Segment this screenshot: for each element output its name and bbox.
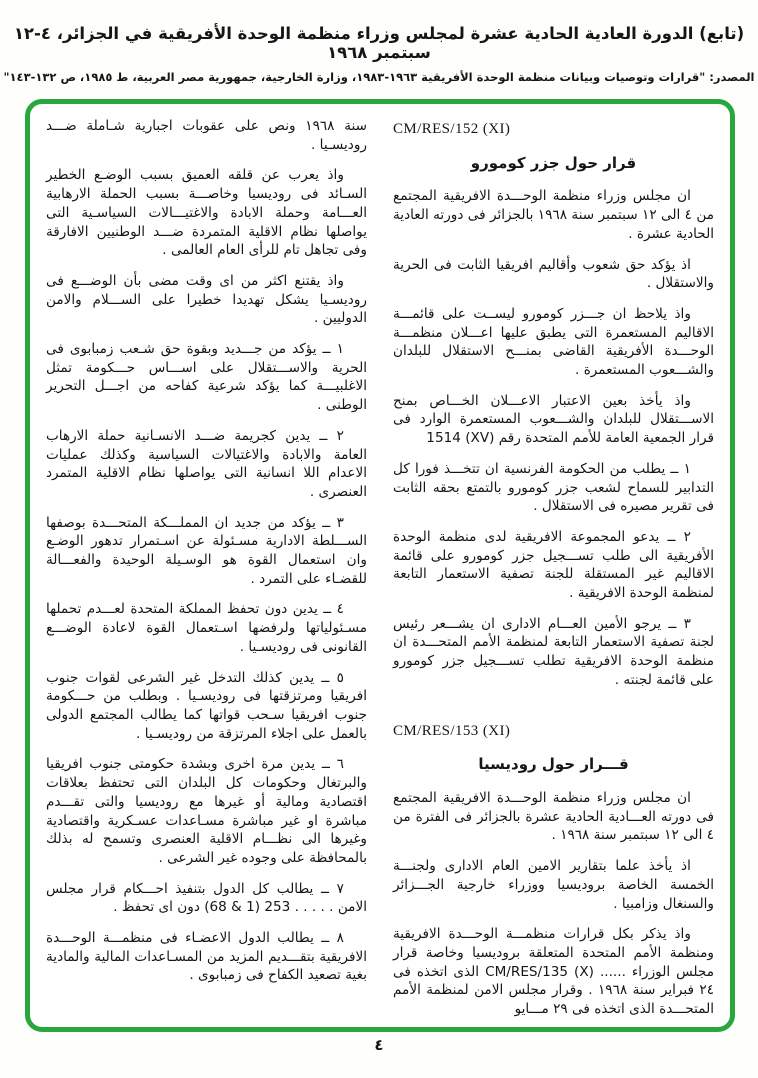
resolution-ref-152: CM/RES/152 (XI) (393, 121, 511, 137)
resolution-ref-153: CM/RES/153 (XI) (393, 722, 511, 739)
resolution-title-rhodesia: قـــرار حول روديسيا (478, 755, 629, 774)
green-border-box (25, 99, 735, 1032)
paragraph-item-8: ٨ ــ يطالب الدول الاعضـاء فى منظمـــة الوحـــدة الافريقية بتقـــديم المزيد من المسـاعدات المالية والمادية بغية تصعيد الكفاح فى زمبابوى . (46, 930, 367, 984)
column-right (393, 117, 714, 1031)
resolution-title-comoros: قرار حول جزر كومورو (470, 153, 637, 172)
paragraph: اذ يؤكد حق شعوب وأقاليم افريقيا الثابت فى الحرية والاستقلال . (393, 256, 714, 292)
page-header (0, 0, 758, 84)
column-left (46, 117, 367, 1031)
paragraph: واذ يقتنع اكثر من اى وقت مضى بأن الوضـــع فى روديسـيا يشكل تهديدا خطيرا على الســـلام والامن الدوليين . (46, 272, 367, 327)
paragraph-item-2: ٢ ــ يدين كجريمة ضـــد الانسـانية حملة الارهاب العامة والابادة والاغتيالات السياسية وكذلك عمليات الاعدام اللا انسانية التى يواصلها نظام الاقلية المتمرد العنصرى . (46, 427, 367, 500)
paragraph-item-3: ٣ ــ يؤكد من جديد ان المملـــكة المتحـــدة بوصفها الســـلطة الادارية مسـئولة عن اسـتمرار تدهور الوضـع وان استعمال القوة هو الوسـيلة الوحيدة والفعـــالة للقضـاء على التمرد . (46, 514, 367, 587)
paragraph-item-1: ١ ــ يؤكد من جـــديد وبقوة حق شـعب زمبابوى فى الحرية والاســـتقلال على اســـاس حـــكومة تمثل الاغلبيـــة كما يؤكد شرعية كفاحه من اجـــل التحرير الوطنى . (46, 341, 367, 414)
header-source-line: المصدر: "قرارات وتوصيات وبيانات منظمة الوحدة الأفريقية ١٩٦٣-١٩٨٣، وزارة الخارجية، جمهورية مصر العربية، ط ١٩٨٥، ص ١٣٢-١٤٣" (3, 70, 755, 84)
paragraph-item-4: ٤ ــ يدين دون تحفظ المملكة المتحدة لعـــدم تحملها مسـئولياتها ولرفضها اسـتعمال القوة لاعادة الوضـــع القانونى فى روديسـيا . (46, 601, 367, 655)
two-column-layout (30, 104, 730, 1032)
page-number: ٤ (374, 1036, 384, 1054)
paragraph: اذ يأخذ علما بتقارير الامين العام الادارى ولجنـــة الخمسة الخاصة بروديسيا ووزراء خارجية الجـــزائر والسنغال وزامبيا . (393, 858, 714, 912)
paragraph-item-3: ٣ ــ يرجو الأمين العـــام الادارى ان يشـــعر رئيس لجنة تصفية الاستعمار التابعة لمنظمة الأمم المتحـــدة ان منظمة الوحدة الافريقية تطلب تســـجيل جزر كومورو على قائمة لجنته . (393, 615, 714, 688)
paragraph: ان مجلس وزراء منظمة الوحـــدة الافريقية المجتمع من ٤ الى ١٢ سبتمبر سنة ١٩٦٨ بالجزائر فى دورته العادية الحادية عشرة . (393, 188, 715, 242)
paragraph-continuation: سنة ١٩٦٨ ونص على عقوبات اجبارية شـاملة ضـــد روديسـيا . (46, 118, 368, 153)
header-session-title: (تابع) الدورة العادية الحادية عشرة لمجلس وزراء منظمة الوحدة الأفريقية في الجزائر، ٤-١٢ سبتمبر ١٩٦٨ (13, 24, 745, 62)
paragraph: ان مجلس وزراء منظمة الوحـــدة الافريقية المجتمع فى دورته العـــادية الحادية عشرة بالجزائر فى الفترة من ٤ الى ١٢ سبتمبر سنة ١٩٦٨ . (393, 789, 714, 844)
paragraph: واذ يلاحظ ان جـــزر كومورو ليســت على قائمـــة الاقاليم المستعمرة التى يطبق عليها اعـــلان منظمـــة الوحـــدة الأفريقية القاضى بمنـــح الاستقلال للبلدان والشـــعوب المستعمرة . (393, 305, 714, 379)
paragraph: واذ يذكر بكل قرارات منظمـــة الوحـــدة الافريقية ومنظمة الأمم المتحدة المتعلقة بروديسيا وخاصة قرار مجلس الوزراء ...... CM/RES/135 (X) الذى اتخذه فى ٢٤ فبراير سنة ١٩٦٨ . وقرار مجلس الامن لمنظمة الأمم المتحـــدة الذى اتخذه فى ٢٩ مـــايو (393, 926, 714, 1018)
paragraph-item-6: ٦ ــ يدين مرة اخرى وبشدة حكومتى جنوب افريقيا والبرتغال وحكومات كل البلدان التى تحتفظ بعلاقات اقتصادية ومالية أو غيرها مع روديسيا والتى تقـــدم مباشرة او غير مباشرة مسـاعدات عسـكرية واقتصادية وغيرها الى نظـــام الاقلية العنصرى وتسمح له بذلك بالمحافظة على وجوده غير الشرعى . (46, 756, 367, 866)
paragraph-item-1: ١ ــ يطلب من الحكومة الفرنسية ان تتخـــذ فورا كل التدابير للسماح لشعب جزر كومورو بالتمتع بحقه الثابت فى تقرير مصيره فى الاستقلال . (393, 460, 714, 515)
paragraph-item-7: ٧ ــ يطالب كل الدول بتنفيذ احـــكام قرار مجلس الامن . . . . . 253 (1 & 68) دون اى تحفظ . (46, 880, 367, 916)
paragraph-item-5: ٥ ــ يدين كذلك التدخل غير الشرعى لقوات جنوب افريقيا ومرتزقتها فى روديسـيا . وبطلب من حـــكومة جنوب افريقيا سـحب قواتها كما يطالب المجتمع الدولى بالعمل على اجلاء المرتزقة من روديسـيا . (46, 669, 367, 742)
paragraph-item-2: ٢ ــ يدعو المجموعة الافريقية لدى منظمة الوحدة الأفريقية الى طلب تســـجيل جزر كومورو على قائمة الاقاليم غير المستقلة للجنة تصفية الاستعمار التابعة لمنظمة الوحدة الافريقية . (393, 528, 714, 602)
paragraph: واذ يأخذ بعين الاعتبار الاعـــلان الخـــاص بمنح الاســـتقلال للبلدان والشـــعوب المستعمرة الوارد فى قرار الجمعية العامة للأمم المتحدة رقم ‎1514 (XV)‎ (393, 392, 714, 447)
paragraph: واذ يعرب عن قلقه العميق بسبب الوضـع الخطير السـائد فى روديسيا وخاصـــة بسبب الحملة الارهابية العـــامة وحملة الابادة والاغتيـــالات السياسـية التى يواصلها نظام الاقلية المتمردة ضـــد الوطنيين الافارقة وفى تجاهل تام للرأى العام العالمى . (46, 167, 367, 259)
